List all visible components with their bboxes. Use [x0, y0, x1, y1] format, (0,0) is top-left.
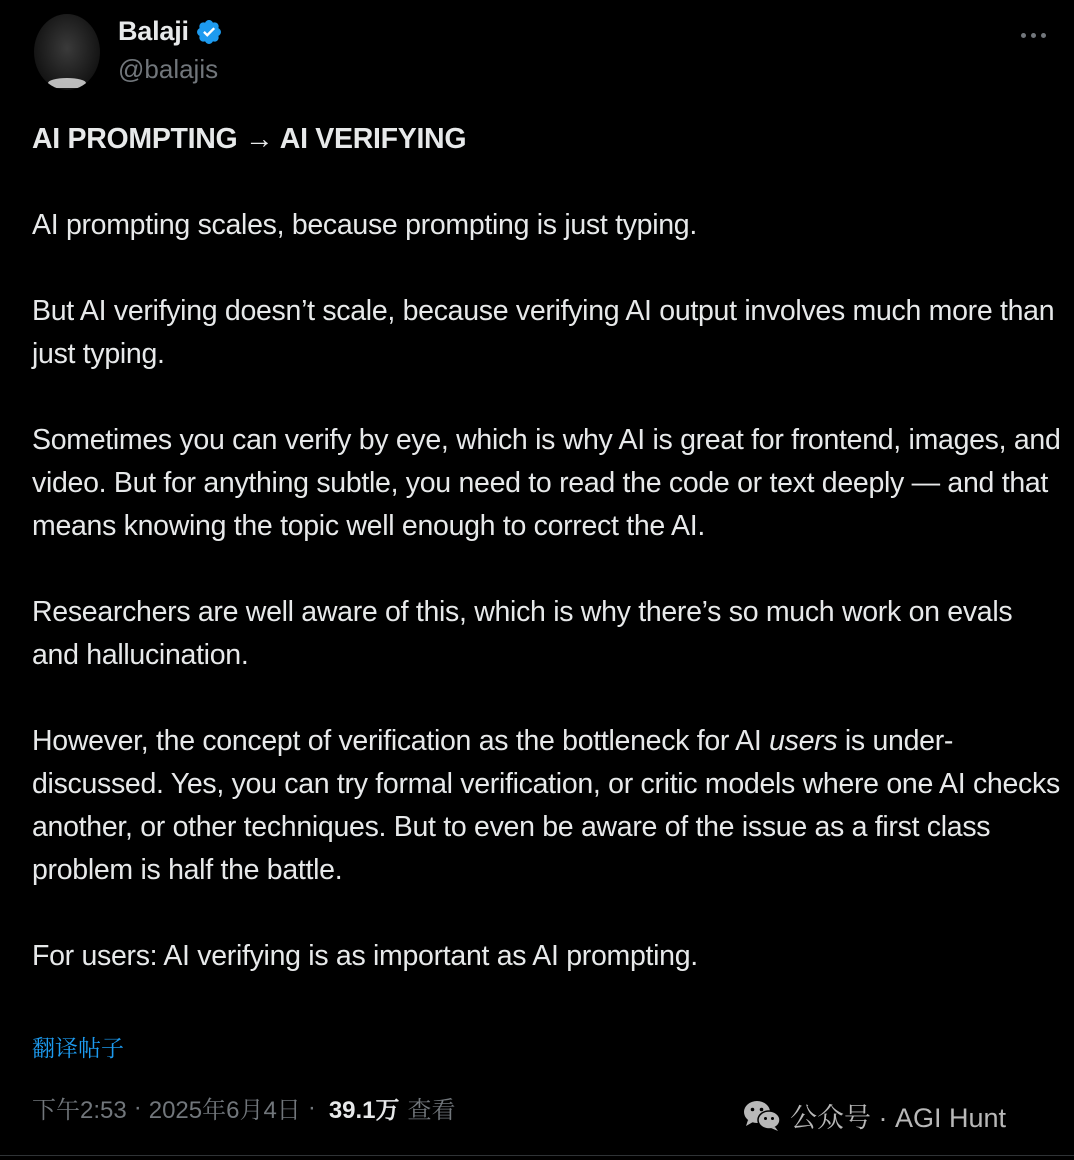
author-handle[interactable]: @balajis [118, 54, 219, 84]
views-count[interactable]: 39.1万 [328, 1097, 400, 1124]
post-text: However, the concept of verification as the bottleneck for AI [32, 725, 770, 757]
post-paragraph [32, 720, 1062, 892]
post-paragraph: AI prompting scales, because prompting is just typing. [32, 209, 697, 241]
meta-separator: · [307, 1093, 316, 1121]
post-paragraph: Sometimes you can verify by eye, which is why AI is great for frontend, images, and video. But for anything subtle, you need to read the code or text deeply — and that means knowing the topic well enough to correct the AI. [32, 424, 1061, 542]
post-paragraph: For users: AI verifying is as important as AI prompting. [32, 940, 698, 972]
post-meta [32, 1090, 456, 1125]
watermark [742, 1096, 1006, 1135]
wechat-icon [742, 1099, 782, 1133]
more-dot-icon [1031, 33, 1036, 38]
author-name[interactable]: Balaji [118, 16, 189, 46]
author-name-row[interactable] [118, 16, 223, 47]
translate-post-link[interactable]: 翻译帖子 [32, 1035, 124, 1061]
post-time[interactable]: 下午2:53 [32, 1097, 127, 1124]
avatar[interactable] [34, 14, 100, 90]
more-dot-icon [1021, 33, 1026, 38]
more-options-button[interactable] [1016, 20, 1050, 50]
post-date[interactable]: 2025年6月4日 [148, 1097, 301, 1124]
divider [0, 1155, 1074, 1156]
post-text: is under-discussed. Yes, you can try formal verification, or critic models where one AI checks another, or other techniques. But to even be aware of the issue as a first class problem is half the battle. [32, 725, 1060, 886]
post-body [32, 118, 1062, 978]
post-headline: AI PROMPTING → AI VERIFYING [32, 123, 467, 155]
verified-badge-icon [195, 18, 223, 46]
post-emphasis: users [769, 725, 838, 757]
views-label: 查看 [407, 1097, 456, 1124]
post-paragraph: But AI verifying doesn’t scale, because verifying AI output involves much more than just typing. [32, 295, 1055, 370]
more-dot-icon [1041, 33, 1046, 38]
post-paragraph: Researchers are well aware of this, which is why there’s so much work on evals and hallucination. [32, 596, 1013, 671]
watermark-text: 公众号 · AGI Hunt [790, 1103, 1007, 1133]
meta-separator: · [133, 1093, 142, 1121]
